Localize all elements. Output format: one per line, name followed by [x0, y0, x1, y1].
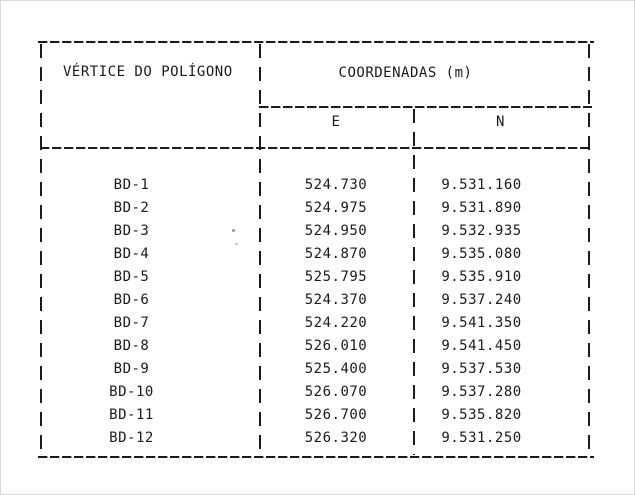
n-cell: 9.532.935	[441, 223, 522, 239]
e-cell: 524.220	[304, 315, 368, 331]
table-row	[40, 427, 590, 450]
vertex-cell: BD-1	[113, 177, 150, 193]
vertex-cell: BD-8	[113, 338, 150, 354]
e-cell: 524.370	[304, 292, 368, 308]
vertex-cell: BD-11	[109, 407, 154, 423]
scan-speck	[235, 243, 238, 245]
vertex-cell: BD-7	[113, 315, 150, 331]
e-cell: 525.400	[304, 361, 368, 377]
table-border-top	[38, 41, 594, 43]
coordinates-table	[40, 41, 590, 458]
vertex-cell: BD-2	[113, 200, 150, 216]
e-cell: 524.950	[304, 223, 368, 239]
n-cell: 9.535.820	[441, 407, 522, 423]
n-cell: 9.535.910	[441, 269, 522, 285]
n-cell: 9.535.080	[441, 246, 522, 262]
table-row	[40, 220, 590, 243]
vertex-cell: BD-6	[113, 292, 150, 308]
vertex-cell: BD-4	[113, 246, 150, 262]
table-row	[40, 289, 590, 312]
table-row	[40, 335, 590, 358]
table-row	[40, 266, 590, 289]
table-row	[40, 381, 590, 404]
vertex-cell: BD-12	[109, 430, 154, 446]
table-row	[40, 312, 590, 335]
n-cell: 9.541.350	[441, 315, 522, 331]
vertex-cell: BD-9	[113, 361, 150, 377]
n-cell: 9.541.450	[441, 338, 522, 354]
e-cell: 524.870	[304, 246, 368, 262]
e-cell: 526.700	[304, 407, 368, 423]
table-body	[40, 174, 590, 450]
vertex-column-header: VÉRTICE DO POLÍGONO	[63, 64, 233, 80]
n-cell: 9.531.890	[441, 200, 522, 216]
vertex-cell: BD-3	[113, 223, 150, 239]
n-cell: 9.537.240	[441, 292, 522, 308]
e-cell: 526.320	[304, 430, 368, 446]
e-cell: 524.730	[304, 177, 368, 193]
n-cell: 9.537.530	[441, 361, 522, 377]
table-row	[40, 197, 590, 220]
table-border-bottom	[38, 456, 594, 458]
table-row	[40, 174, 590, 197]
vertex-cell: BD-10	[109, 384, 154, 400]
n-cell: 9.531.160	[441, 177, 522, 193]
column-header-n: N	[496, 114, 505, 130]
e-cell: 524.975	[304, 200, 368, 216]
n-cell: 9.531.250	[441, 430, 522, 446]
column-header-e: E	[331, 114, 341, 130]
coordinates-group-header: COORDENADAS (m)	[338, 65, 473, 81]
table-row	[40, 404, 590, 427]
subheader-underline	[40, 147, 592, 149]
e-cell: 525.795	[304, 269, 368, 285]
n-cell: 9.537.280	[441, 384, 522, 400]
coords-header-underline	[259, 106, 592, 108]
e-cell: 526.010	[304, 338, 368, 354]
e-cell: 526.070	[304, 384, 368, 400]
vertex-cell: BD-5	[113, 269, 150, 285]
table-row	[40, 243, 590, 266]
table-row	[40, 358, 590, 381]
scan-speck	[232, 229, 235, 232]
